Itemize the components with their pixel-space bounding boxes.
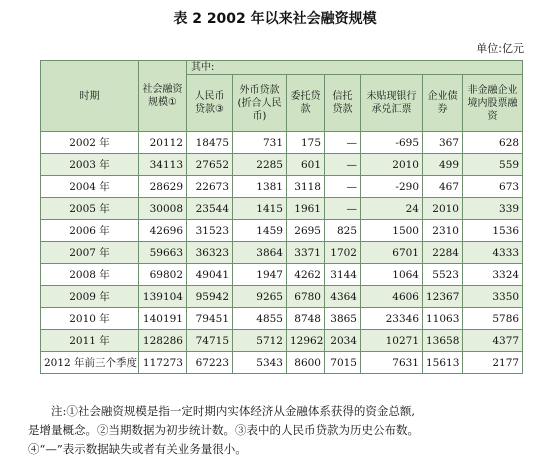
cell-equity-financing: 1536 — [463, 220, 523, 242]
table-title: 表 2 2002 年以来社会融资规模 — [173, 11, 377, 27]
cell-fx-loans: 5712 — [233, 330, 287, 352]
table-row — [41, 352, 523, 374]
cell-rmb-loans: 27652 — [187, 154, 233, 176]
cell-entrusted-loans: 6780 — [287, 286, 325, 308]
cell-fx-loans: 9265 — [233, 286, 287, 308]
header-undiscounted-bills: 未贴现银行承兑汇票 — [361, 75, 423, 132]
table-row — [41, 264, 523, 286]
cell-equity-financing: 4377 — [463, 330, 523, 352]
cell-entrusted-loans: 12962 — [287, 330, 325, 352]
cell-period: 2012 年前三个季度 — [41, 352, 139, 374]
header-fx-loans: 外币贷款(折合人民币) — [233, 75, 287, 132]
cell-undiscounted-bills: 4606 — [361, 286, 423, 308]
cell-trust-loans: — — [325, 176, 361, 198]
cell-entrusted-loans: 601 — [287, 154, 325, 176]
cell-corporate-bonds: 499 — [423, 154, 463, 176]
cell-rmb-loans: 23544 — [187, 198, 233, 220]
cell-entrusted-loans: 3371 — [287, 242, 325, 264]
cell-corporate-bonds: 13658 — [423, 330, 463, 352]
cell-total: 28629 — [139, 176, 187, 198]
cell-total: 20112 — [139, 132, 187, 154]
cell-trust-loans: — — [325, 132, 361, 154]
cell-entrusted-loans: 8748 — [287, 308, 325, 330]
cell-corporate-bonds: 2310 — [423, 220, 463, 242]
cell-undiscounted-bills: 1500 — [361, 220, 423, 242]
cell-trust-loans: 7015 — [325, 352, 361, 374]
cell-trust-loans: 2034 — [325, 330, 361, 352]
cell-corporate-bonds: 467 — [423, 176, 463, 198]
table-row — [41, 198, 523, 220]
cell-total: 30008 — [139, 198, 187, 220]
cell-period: 2002 年 — [41, 132, 139, 154]
cell-total: 117273 — [139, 352, 187, 374]
cell-corporate-bonds: 2284 — [423, 242, 463, 264]
cell-trust-loans: — — [325, 154, 361, 176]
cell-entrusted-loans: 8600 — [287, 352, 325, 374]
cell-fx-loans: 1381 — [233, 176, 287, 198]
cell-fx-loans: 1459 — [233, 220, 287, 242]
cell-trust-loans: 1702 — [325, 242, 361, 264]
cell-fx-loans: 731 — [233, 132, 287, 154]
cell-fx-loans: 3864 — [233, 242, 287, 264]
table-row — [41, 220, 523, 242]
cell-equity-financing: 673 — [463, 176, 523, 198]
cell-total: 139104 — [139, 286, 187, 308]
cell-fx-loans: 5343 — [233, 352, 287, 374]
cell-period: 2004 年 — [41, 176, 139, 198]
table-row — [41, 176, 523, 198]
note-line-1: 注:①社会融资规模是指一定时期内实体经济从金融体系获得的资金总额, — [51, 404, 416, 418]
cell-equity-financing: 339 — [463, 198, 523, 220]
cell-entrusted-loans: 1961 — [287, 198, 325, 220]
cell-corporate-bonds: 2010 — [423, 198, 463, 220]
header-trust-loans: 信托贷款 — [325, 75, 361, 132]
cell-period: 2010 年 — [41, 308, 139, 330]
cell-corporate-bonds: 5523 — [423, 264, 463, 286]
cell-total: 140191 — [139, 308, 187, 330]
cell-rmb-loans: 74715 — [187, 330, 233, 352]
cell-trust-loans: 825 — [325, 220, 361, 242]
cell-undiscounted-bills: 6701 — [361, 242, 423, 264]
cell-corporate-bonds: 11063 — [423, 308, 463, 330]
unit-label: 单位:亿元 — [476, 42, 524, 55]
cell-period: 2009 年 — [41, 286, 139, 308]
cell-period: 2006 年 — [41, 220, 139, 242]
header-corporate-bonds: 企业债券 — [423, 75, 463, 132]
cell-fx-loans: 1415 — [233, 198, 287, 220]
table-row — [41, 286, 523, 308]
cell-entrusted-loans: 4262 — [287, 264, 325, 286]
cell-rmb-loans: 31523 — [187, 220, 233, 242]
cell-fx-loans: 2285 — [233, 154, 287, 176]
cell-rmb-loans: 67223 — [187, 352, 233, 374]
table-row — [41, 330, 523, 352]
cell-equity-financing: 4333 — [463, 242, 523, 264]
cell-undiscounted-bills: 7631 — [361, 352, 423, 374]
header-rmb-loans: 人民币贷款③ — [187, 75, 233, 132]
cell-undiscounted-bills: 10271 — [361, 330, 423, 352]
header-period: 时期 — [41, 61, 139, 132]
cell-rmb-loans: 49041 — [187, 264, 233, 286]
cell-fx-loans: 4855 — [233, 308, 287, 330]
financing-table — [40, 60, 523, 374]
table-row — [41, 154, 523, 176]
cell-total: 69802 — [139, 264, 187, 286]
cell-period: 2011 年 — [41, 330, 139, 352]
cell-period: 2007 年 — [41, 242, 139, 264]
cell-total: 34113 — [139, 154, 187, 176]
cell-corporate-bonds: 12367 — [423, 286, 463, 308]
header-total: 社会融资规模① — [139, 61, 187, 132]
cell-rmb-loans: 22673 — [187, 176, 233, 198]
cell-equity-financing: 3350 — [463, 286, 523, 308]
cell-corporate-bonds: 367 — [423, 132, 463, 154]
cell-equity-financing: 2177 — [463, 352, 523, 374]
cell-period: 2008 年 — [41, 264, 139, 286]
cell-corporate-bonds: 15613 — [423, 352, 463, 374]
cell-trust-loans: 3144 — [325, 264, 361, 286]
cell-trust-loans: 4364 — [325, 286, 361, 308]
note-line-2: 是增量概念。②当期数据为初步统计数。③表中的人民币贷款为历史公布数。 — [28, 423, 419, 437]
cell-period: 2003 年 — [41, 154, 139, 176]
header-among: 其中: — [187, 61, 523, 75]
cell-total: 42696 — [139, 220, 187, 242]
cell-trust-loans: — — [325, 198, 361, 220]
cell-rmb-loans: 18475 — [187, 132, 233, 154]
cell-rmb-loans: 95942 — [187, 286, 233, 308]
table-row — [41, 132, 523, 154]
cell-total: 128286 — [139, 330, 187, 352]
cell-undiscounted-bills: 1064 — [361, 264, 423, 286]
cell-undiscounted-bills: 2010 — [361, 154, 423, 176]
cell-equity-financing: 559 — [463, 154, 523, 176]
cell-entrusted-loans: 3118 — [287, 176, 325, 198]
cell-undiscounted-bills: 23346 — [361, 308, 423, 330]
header-entrusted-loans: 委托贷款 — [287, 75, 325, 132]
header-equity-financing: 非金融企业境内股票融资 — [463, 75, 523, 132]
cell-rmb-loans: 36323 — [187, 242, 233, 264]
table-row — [41, 308, 523, 330]
cell-equity-financing: 3324 — [463, 264, 523, 286]
cell-total: 59663 — [139, 242, 187, 264]
cell-entrusted-loans: 175 — [287, 132, 325, 154]
table-notes — [28, 402, 528, 459]
cell-undiscounted-bills: -695 — [361, 132, 423, 154]
table-row — [41, 242, 523, 264]
table-header — [41, 61, 523, 132]
cell-trust-loans: 3865 — [325, 308, 361, 330]
cell-undiscounted-bills: 24 — [361, 198, 423, 220]
cell-fx-loans: 1947 — [233, 264, 287, 286]
table-body — [41, 132, 523, 374]
cell-rmb-loans: 79451 — [187, 308, 233, 330]
cell-period: 2005 年 — [41, 198, 139, 220]
cell-equity-financing: 5786 — [463, 308, 523, 330]
cell-entrusted-loans: 2695 — [287, 220, 325, 242]
cell-undiscounted-bills: -290 — [361, 176, 423, 198]
cell-equity-financing: 628 — [463, 132, 523, 154]
note-line-3: ④“—”表示数据缺失或者有关业务量很小。 — [28, 442, 247, 456]
